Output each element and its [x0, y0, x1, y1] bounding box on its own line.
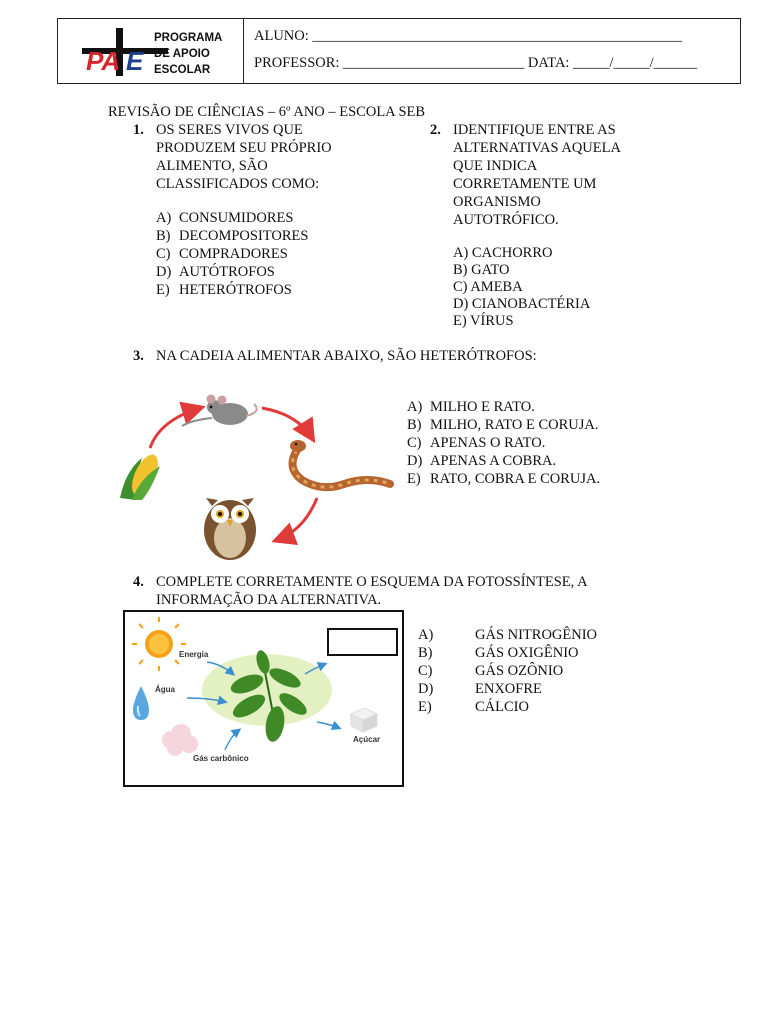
header-divider: [243, 19, 244, 83]
arrow-rat-to-snake: [262, 408, 312, 438]
q1-option-a[interactable]: A) CONSUMIDORES: [156, 210, 294, 226]
q2-number: 2.: [430, 122, 441, 138]
gas-cloud-icon: [162, 724, 198, 756]
q3-options: [407, 398, 600, 488]
q4-option-b[interactable]: B) GÁS OXIGÊNIO: [418, 645, 579, 661]
label-gas-carbonico: Gás carbônico: [193, 754, 249, 763]
q2-options: [453, 245, 590, 330]
professor-date-field[interactable]: PROFESSOR: _________________________ DATA: _____/_____/______: [254, 55, 698, 71]
q3-option-c[interactable]: C) APENAS O RATO.: [407, 435, 546, 451]
snake-icon: [290, 440, 390, 487]
q1-number: 1.: [133, 122, 144, 138]
arrow-corn-to-rat: [150, 408, 200, 448]
q1-option-c[interactable]: C) COMPRADORES: [156, 246, 288, 262]
q2-option-d[interactable]: D) CIANOBACTÉRIA: [453, 296, 591, 312]
header-box: [57, 18, 741, 84]
q1-option-d[interactable]: D) AUTÓTROFOS: [156, 264, 275, 280]
page-title: REVISÃO DE CIÊNCIAS – 6º ANO – ESCOLA SEB: [108, 104, 426, 120]
q1-options: [156, 209, 308, 299]
corn-icon: [120, 451, 163, 500]
q4-option-e[interactable]: E) CÁLCIO: [418, 699, 529, 715]
logo-line1: PROGRAMA: [154, 32, 223, 44]
q1-option-b[interactable]: B) DECOMPOSITORES: [156, 228, 309, 244]
label-energia: Energia: [179, 650, 209, 659]
q2-option-e[interactable]: E) VÍRUS: [453, 313, 514, 329]
q3-option-b[interactable]: B) MILHO, RATO E CORUJA.: [407, 417, 599, 433]
sun-icon: [132, 617, 186, 671]
food-chain-illustration: [112, 380, 402, 565]
svg-text:PA: PA: [86, 46, 121, 76]
arrow-snake-to-owl: [277, 498, 317, 540]
aluno-field[interactable]: ALUNO: ___________________________________________________: [254, 28, 683, 44]
q4-option-c[interactable]: C) GÁS OZÔNIO: [418, 663, 564, 679]
q3-option-a[interactable]: A) MILHO E RATO.: [407, 399, 535, 415]
q4-text: COMPLETE CORRETAMENTE O ESQUEMA DA FOTOSSÍNTESE, A INFORMAÇÃO DA ALTERNATIVA.: [156, 574, 588, 608]
q3-text: NA CADEIA ALIMENTAR ABAIXO, SÃO HETERÓTROFOS:: [156, 348, 537, 364]
sugar-cubes-icon: [351, 708, 377, 732]
q1-text: OS SERES VIVOS QUE PRODUZEM SEU PRÓPRIO ALIMENTO, SÃO CLASSIFICADOS COMO:: [156, 122, 332, 192]
q3-option-e[interactable]: E) RATO, COBRA E CORUJA.: [407, 471, 601, 487]
logo-line3: ESCOLAR: [154, 64, 211, 76]
q4-option-d[interactable]: D) ENXOFRE: [418, 681, 542, 697]
water-drop-icon: [133, 686, 149, 720]
logo-line2: DE APOIO: [154, 48, 210, 60]
q2-option-c[interactable]: C) AMEBA: [453, 279, 523, 295]
q3-option-d[interactable]: D) APENAS A COBRA.: [407, 453, 557, 469]
q4-number: 4.: [133, 574, 144, 590]
q1-option-e[interactable]: E) HETERÓTROFOS: [156, 282, 292, 298]
owl-icon: [204, 498, 256, 560]
q2-text: IDENTIFIQUE ENTRE AS ALTERNATIVAS AQUELA QUE INDICA CORRETAMENTE UM ORGANISMO AUTOTRÓFICO.: [453, 122, 621, 228]
program-logo: [80, 26, 230, 78]
svg-text:E: E: [126, 46, 144, 76]
q2-option-a[interactable]: A) CACHORRO: [453, 245, 553, 261]
q4-option-a[interactable]: A) GÁS NITROGÊNIO: [418, 627, 598, 643]
q3-number: 3.: [133, 348, 144, 364]
q4-options: [418, 626, 597, 716]
label-agua: Água: [155, 685, 175, 694]
q2-option-b[interactable]: B) GATO: [453, 262, 510, 278]
answer-blank-box: [328, 629, 397, 655]
photosynthesis-figure: [123, 610, 404, 787]
label-acucar: Açúcar: [353, 735, 381, 744]
